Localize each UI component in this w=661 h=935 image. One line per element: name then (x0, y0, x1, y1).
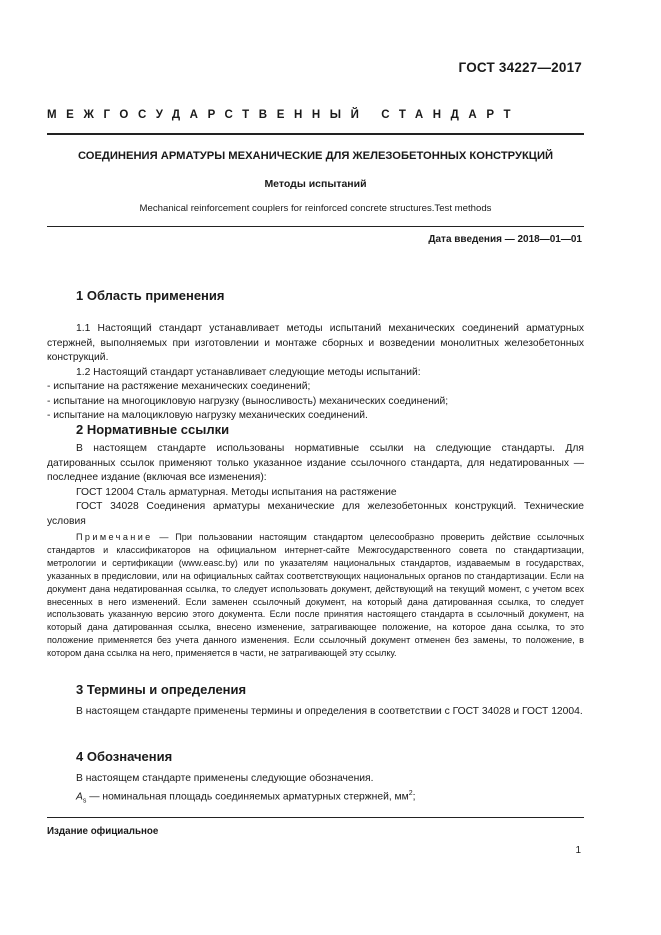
official-edition-label: Издание официальное (47, 826, 159, 837)
section-heading-scope: 1 Область применения (76, 288, 225, 303)
paragraph: В настоящем стандарте применены термины и определения в соответствии с ГОСТ 34028 и ГОСТ 12004. (76, 706, 583, 717)
symbol-letter: A (76, 790, 83, 802)
effective-date: Дата введения — 2018—01—01 (428, 234, 582, 245)
standard-banner: МЕЖГОСУДАРСТВЕННЫЙ СТАНДАРТ (47, 109, 521, 121)
references-note (47, 531, 584, 660)
paragraph: 1.1 Настоящий стандарт устанавливает методы испытаний механических соединений арматурных стержней, выполняемых при изготовлении и монтаже сборных и возведении монолитных железобетонных конструкций. (47, 323, 584, 363)
paragraph: 1.2 Настоящий стандарт устанавливает следующие методы испытаний: (76, 366, 421, 378)
section-scope-body (47, 322, 584, 424)
section-terms-body (47, 705, 584, 720)
list-item: - испытание на многоцикловую нагрузку (выносливость) механических соединений; (47, 395, 449, 407)
page-number: 1 (575, 845, 581, 856)
reference-gost-34028: ГОСТ 34028 Соединения арматуры механические для железобетонных конструкций. Технические условия (47, 501, 584, 527)
gost-number: ГОСТ 34227—2017 (458, 60, 582, 75)
paragraph: В настоящем стандарте применены следующие обозначения. (76, 773, 374, 784)
section-references-body (47, 442, 584, 529)
section-symbols-body (47, 772, 584, 808)
list-item: - испытание на малоцикловую нагрузку механических соединений. (47, 410, 368, 421)
footer-rule (47, 817, 584, 818)
header-rule (47, 133, 584, 135)
paragraph: В настоящем стандарте использованы нормативные ссылки на следующие стандарты. Для датированных ссылок применяют только указанное издание ссылочного стандарта, для недатированных — последнее издание (включая все изменения): (47, 443, 584, 483)
symbol-description: — номинальная площадь соединяемых арматурных стержней, мм (86, 790, 409, 802)
document-title: СОЕДИНЕНИЯ АРМАТУРЫ МЕХАНИЧЕСКИЕ ДЛЯ ЖЕЛЕЗОБЕТОННЫХ КОНСТРУКЦИЙ (77, 150, 554, 162)
section-heading-symbols: 4 Обозначения (76, 749, 173, 764)
title-rule (47, 226, 584, 227)
note-text: — При пользовании настоящим стандартом целесообразно проверить действие ссылочных стандартов и классификаторов на официальном интернет-сайте Межгосударственного совета по стандартизации, метрологии и сертификации (www.easc.by) или по указателям национальных стандартов, издаваемым в государствах, указанных в предисловии, или на официальных сайтах соответствующих национальных органов по стандартизации. Если на документ дана недатированная ссылка, то следует использовать документ, действующий на текущий момент, с учетом всех внесенных в него изменений. Если заменен ссылочный документ, на который дана датированная ссылка, то следует использовать указанную версию этого документа. Если после принятия настоящего стандарта в ссылочный документ, на который дана датированная ссылка, внесено изменение, затрагивающее положение, на которое дана ссылка, то это положение применяется без учета данного изменения. Если ссылочный документ отменен без замены, то положение, в котором дана ссылка на него, применяется в части, не затрагивающей эту ссылку. (47, 532, 584, 659)
unit-superscript: 2 (408, 789, 413, 797)
section-heading-references: 2 Нормативные ссылки (76, 422, 230, 437)
symbol-definition (47, 787, 584, 809)
note-label: Примечание (76, 532, 153, 542)
reference-gost-12004: ГОСТ 12004 Сталь арматурная. Методы испытания на растяжение (76, 486, 397, 498)
symbol-subscript: s (82, 796, 87, 804)
document-subtitle: Методы испытаний (264, 178, 367, 190)
list-item: - испытание на растяжение механических соединений; (47, 381, 311, 392)
english-title: Mechanical reinforcement couplers for reinforced concrete structures.Test methods (139, 203, 492, 214)
symbol-end: ; (412, 790, 416, 802)
section-heading-terms: 3 Термины и определения (76, 682, 247, 697)
